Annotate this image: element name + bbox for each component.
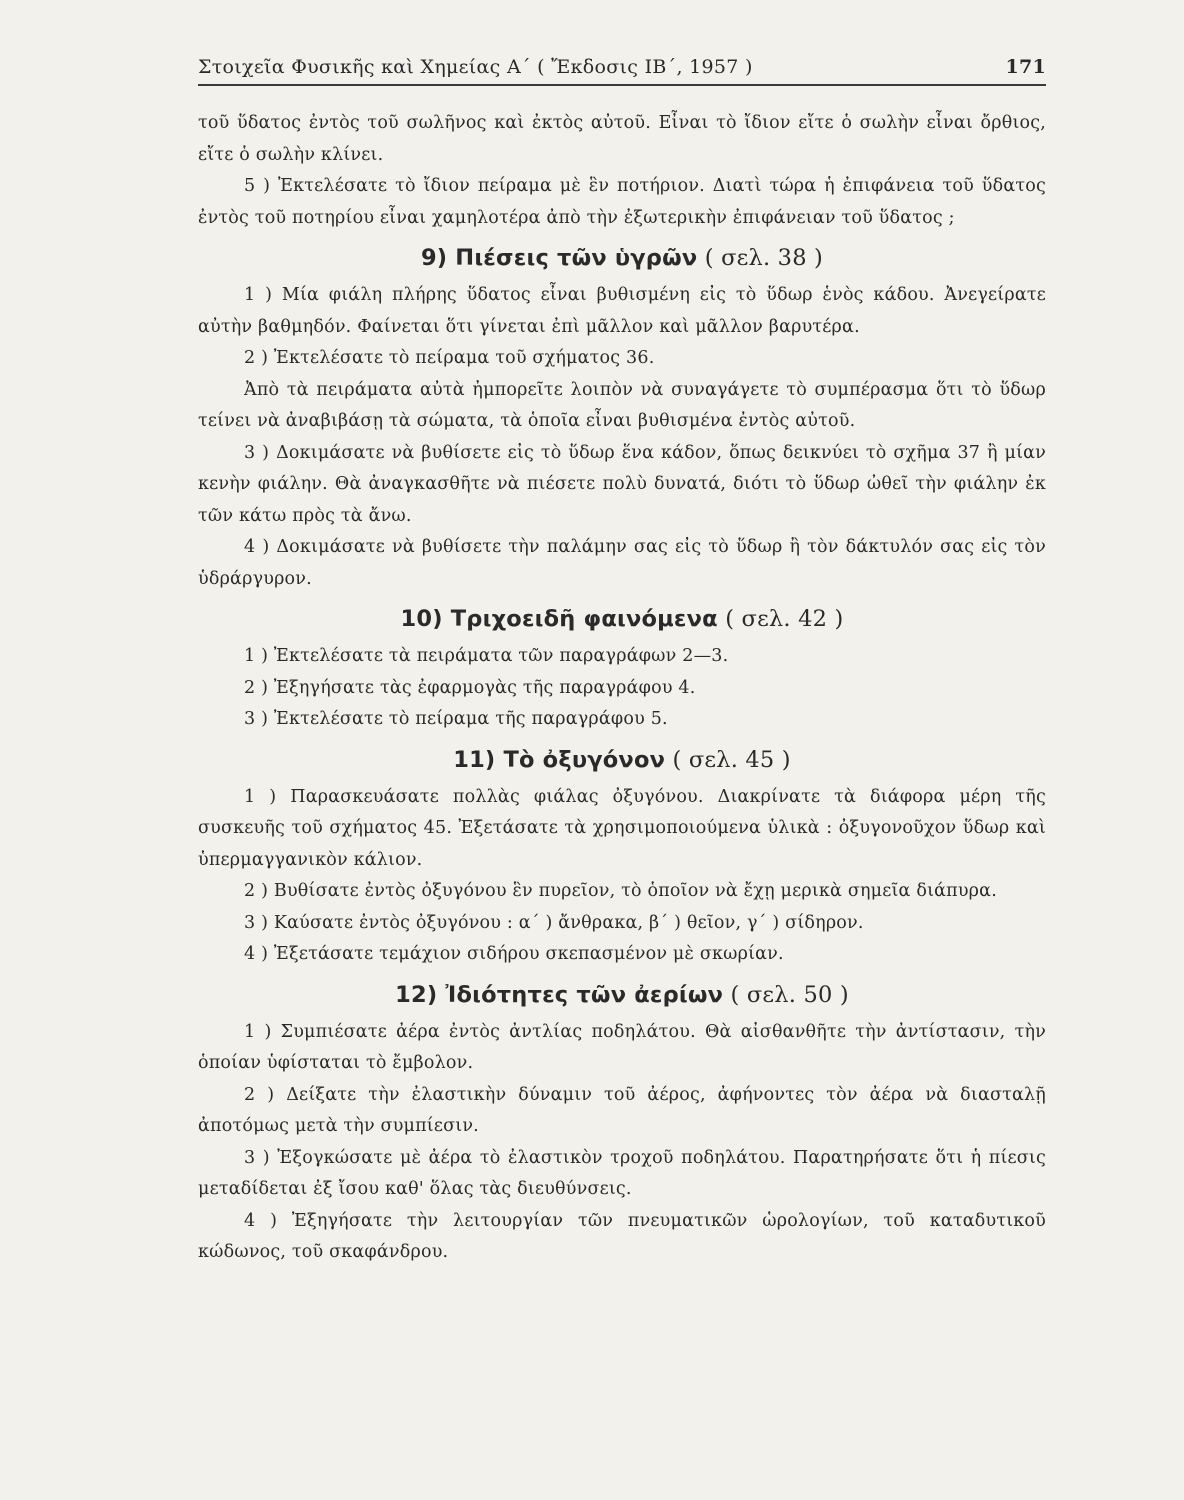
paragraph: 3 ) Ἐξογκώσατε μὲ ἀέρα τὸ ἐλαστικὸν τροχοῦ ποδηλάτου. Παρατηρήσατε ὅτι ἡ πίεσις μεταδίδεται ἐξ ἴσου καθ' ὅλας τὰς διευθύνσεις.: [198, 1147, 1046, 1199]
section-heading: [198, 599, 1046, 639]
page-number: 171: [1005, 56, 1046, 78]
paragraph: 2 ) Ἐκτελέσατε τὸ πείραμα τοῦ σχήματος 36.: [244, 348, 655, 368]
paragraph: 4 ) Ἐξετάσατε τεμάχιον σιδήρου σκεπασμένον μὲ σκωρίαν.: [244, 944, 784, 964]
paragraph: 4 ) Δοκιμάσατε νὰ βυθίσετε τὴν παλάμην σας εἰς τὸ ὕδωρ ἢ τὸν δάκτυλόν σας εἰς τὸν ὑδράργυρον.: [198, 537, 1046, 589]
section-page-ref: ( σελ. 38 ): [704, 245, 824, 271]
running-title: Στοιχεῖα Φυσικῆς καὶ Χημείας Α΄ ( Ἔκδοσις ΙΒ΄, 1957 ): [198, 56, 753, 78]
section-page-ref: ( σελ. 42 ): [725, 606, 844, 632]
paragraph: 3 ) Ἐκτελέσατε τὸ πείραμα τῆς παραγράφου 5.: [244, 709, 668, 729]
section-page-ref: ( σελ. 45 ): [672, 746, 791, 773]
paragraph: τοῦ ὕδατος ἐντὸς τοῦ σωλῆνος καὶ ἐκτὸς αὐτοῦ. Εἶναι τὸ ἴδιον εἴτε ὁ σωλὴν εἶναι ὄρθιος, εἴτε ὁ σωλὴν κλίνει.: [198, 113, 1046, 165]
paragraph: 4 ) Ἐξηγήσατε τὴν λειτουργίαν τῶν πνευματικῶν ὡρολογίων, τοῦ καταδυτικοῦ κώδωνος, τοῦ σκαφάνδρου.: [198, 1210, 1046, 1262]
page: [198, 56, 1046, 1269]
section-heading: [198, 975, 1046, 1015]
paragraph: 5 ) Ἐκτελέσατε τὸ ἴδιον πείραμα μὲ ἓν ποτήριον. Διατὶ τώρα ἡ ἐπιφάνεια τοῦ ὕδατος ἐντὸς τοῦ ποτηρίου εἶναι χαμηλοτέρα ἀπὸ τὴν ἐξωτερικὴν ἐπιφάνειαν τοῦ ὕδατος ;: [198, 176, 1046, 228]
section-title: 11) Τὸ ὀξυγόνον: [453, 746, 666, 773]
section-title: 9) Πιέσεις τῶν ὑγρῶν: [420, 245, 698, 271]
paragraph: 2 ) Ἐξηγήσατε τὰς ἐφαρμογὰς τῆς παραγράφου 4.: [244, 677, 696, 698]
page-body: [198, 108, 1046, 1269]
paragraph: 2 ) Δείξατε τὴν ἐλαστικὴν δύναμιν τοῦ ἀέρος, ἀφήνοντες τὸν ἀέρα νὰ διασταλῇ ἀποτόμως μετὰ τὴν συμπίεσιν.: [198, 1084, 1046, 1136]
paragraph: 3 ) Δοκιμάσατε νὰ βυθίσετε εἰς τὸ ὕδωρ ἕνα κάδον, ὅπως δεικνύει τὸ σχῆμα 37 ἢ μίαν κενὴν φιάλην. Θὰ ἀναγκασθῆτε νὰ πιέσετε πολὺ δυνατά, διότι τὸ ὕδωρ ὠθεῖ τὴν φιάλην ἐκ τῶν κάτω πρὸς τὰ ἄνω.: [198, 442, 1046, 526]
section-title: 10) Τριχοειδῆ φαινόμενα: [400, 606, 718, 632]
paragraph: 1 ) Συμπιέσατε ἀέρα ἐντὸς ἀντλίας ποδηλάτου. Θὰ αἰσθανθῆτε τὴν ἀντίστασιν, τὴν ὁποίαν ὑφίσταται τὸ ἔμβολον.: [198, 1021, 1046, 1073]
paragraph: 2 ) Βυθίσατε ἐντὸς ὀξυγόνου ἓν πυρεῖον, τὸ ὁποῖον νὰ ἔχῃ μερικὰ σημεῖα διάπυρα.: [244, 881, 997, 901]
paragraph: Ἀπὸ τὰ πειράματα αὐτὰ ἠμπορεῖτε λοιπὸν νὰ συναγάγετε τὸ συμπέρασμα ὅτι τὸ ὕδωρ τείνει νὰ ἀναβιβάσῃ τὰ σώματα, τὰ ὁποῖα εἶναι βυθισμένα ἐντὸς αὐτοῦ.: [198, 379, 1046, 431]
section-title: 12) Ἰδιότητες τῶν ἀερίων: [395, 981, 724, 1008]
paragraph: 3 ) Καύσατε ἐντὸς ὀξυγόνου : α΄ ) ἄνθρακα, β΄ ) θεῖον, γ΄ ) σίδηρον.: [244, 912, 864, 933]
paragraph: 1 ) Παρασκευάσατε πολλὰς φιάλας ὀξυγόνου. Διακρίνατε τὰ διάφορα μέρη τῆς συσκευῆς τοῦ σχήματος 45. Ἐξετάσατε τὰ χρησιμοποιούμενα ὑλικὰ : ὀξυγονοῦχον ὕδωρ καὶ ὑπερμαγγανικὸν κάλιον.: [198, 786, 1046, 870]
section-heading: [198, 740, 1046, 780]
section-page-ref: ( σελ. 50 ): [730, 981, 849, 1008]
section-heading: [198, 238, 1046, 278]
paragraph: 1 ) Μία φιάλη πλήρης ὕδατος εἶναι βυθισμένη εἰς τὸ ὕδωρ ἑνὸς κάδου. Ἀνεγείρατε αὐτὴν βαθμηδόν. Φαίνεται ὅτι γίνεται ἐπὶ μᾶλλον καὶ μᾶλλον βαρυτέρα.: [198, 285, 1046, 337]
paragraph: 1 ) Ἐκτελέσατε τὰ πειράματα τῶν παραγράφων 2—3.: [244, 646, 729, 666]
page-header: [198, 56, 1046, 86]
